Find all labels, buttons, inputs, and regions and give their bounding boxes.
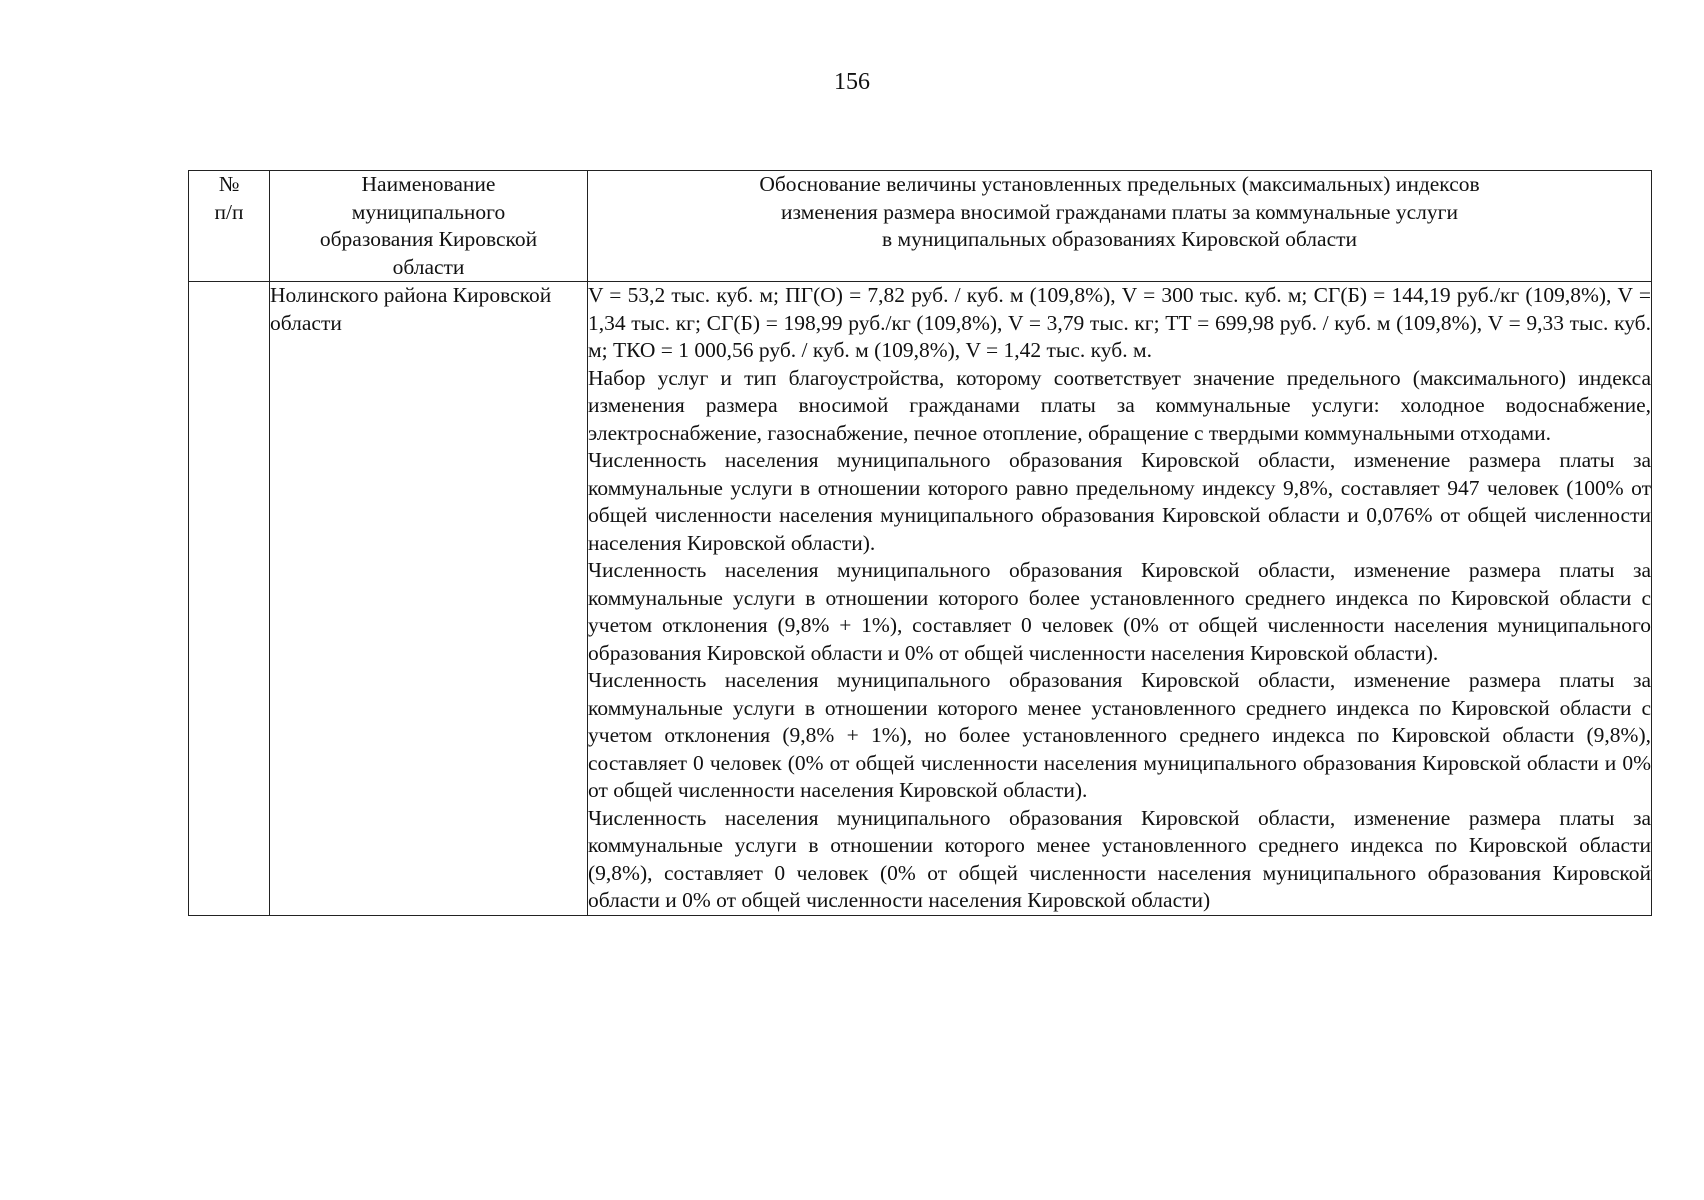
header-number xyxy=(189,171,270,282)
row-number-cell xyxy=(189,282,270,916)
header-number-line: п/п xyxy=(214,199,244,224)
header-justification xyxy=(588,171,1652,282)
header-number-line: № xyxy=(218,172,240,196)
table-header-row xyxy=(189,171,1652,282)
population-between-indices-paragraph: Численность населения муниципального образования Кировской области, изменение размера платы за коммунальные услуги в отношении которого менее установленного среднего индекса по Кировской области с учетом отклонения (9,8% + 1%), но более установленного среднего индекса по Кировской области (9,8%), составляет 0 человек (0% от общей численности населения муниципального образования Кировской области и 0% от общей численности населения Кировской области). xyxy=(588,668,1651,802)
header-justification-line: изменения размера вносимой гражданами платы за коммунальные услуги xyxy=(781,199,1458,224)
header-municipality-name xyxy=(270,171,588,282)
header-name-line: Наименование xyxy=(361,172,496,196)
header-justification-line: Обоснование величины установленных предельных (максимальных) индексов xyxy=(759,172,1480,196)
header-name-line: области xyxy=(392,254,465,279)
population-equal-index-paragraph: Численность населения муниципального образования Кировской области, изменение размера платы за коммунальные услуги в отношении которого равно предельному индексу 9,8%, составляет 947 человек (100% от общей численности населения муниципального образования Кировской области и 0,076% от общей численности населения Кировской области). xyxy=(588,448,1651,555)
header-name-line: образования Кировской xyxy=(319,227,538,251)
table-row xyxy=(189,282,1652,916)
justification-cell xyxy=(588,282,1652,916)
tariff-values-paragraph: V = 53,2 тыс. куб. м; ПГ(О) = 7,82 руб. / куб. м (109,8%), V = 300 тыс. куб. м; СГ(Б) = 144,19 руб./кг (109,8%), V = 1,34 тыс. кг; СГ(Б) = 198,99 руб./кг (109,8%), V = 3,79 тыс. кг; ТТ = 699,98 руб. / куб. м (109,8%), V = 9,33 тыс. куб. м; ТКО = 1 000,56 руб. / куб. м (109,8%), V = 1,42 тыс. куб. м. xyxy=(588,283,1651,362)
header-justification-line: в муниципальных образованиях Кировской области xyxy=(881,227,1358,251)
services-set-paragraph: Набор услуг и тип благоустройства, которому соответствует значение предельного (максимального) индекса изменения размера вносимой гражданами платы за коммунальные услуги: холодное водоснабжение, электроснабжение, газоснабжение, печное отопление, обращение с твердыми коммунальными отходами. xyxy=(588,365,1651,445)
population-below-index-paragraph: Численность населения муниципального образования Кировской области, изменение размера платы за коммунальные услуги в отношении которого менее установленного среднего индекса по Кировской области (9,8%), составляет 0 человек (0% от общей численности населения муниципального образования Кировской области и 0% от общей численности населения Кировской области) xyxy=(588,805,1651,912)
header-name-line: муниципального xyxy=(351,199,506,224)
index-justification-table xyxy=(188,170,1652,916)
population-above-deviation-paragraph: Численность населения муниципального образования Кировской области, изменение размера платы за коммунальные услуги в отношении которого более установленного среднего индекса по Кировской области с учетом отклонения (9,8% + 1%), составляет 0 человек (0% от общей численности населения муниципального образования Кировской области и 0% от общей численности населения Кировской области). xyxy=(588,558,1651,665)
page-number: 156 xyxy=(834,69,870,95)
municipality-name-cell: Нолинского района Кировской области xyxy=(270,282,588,916)
